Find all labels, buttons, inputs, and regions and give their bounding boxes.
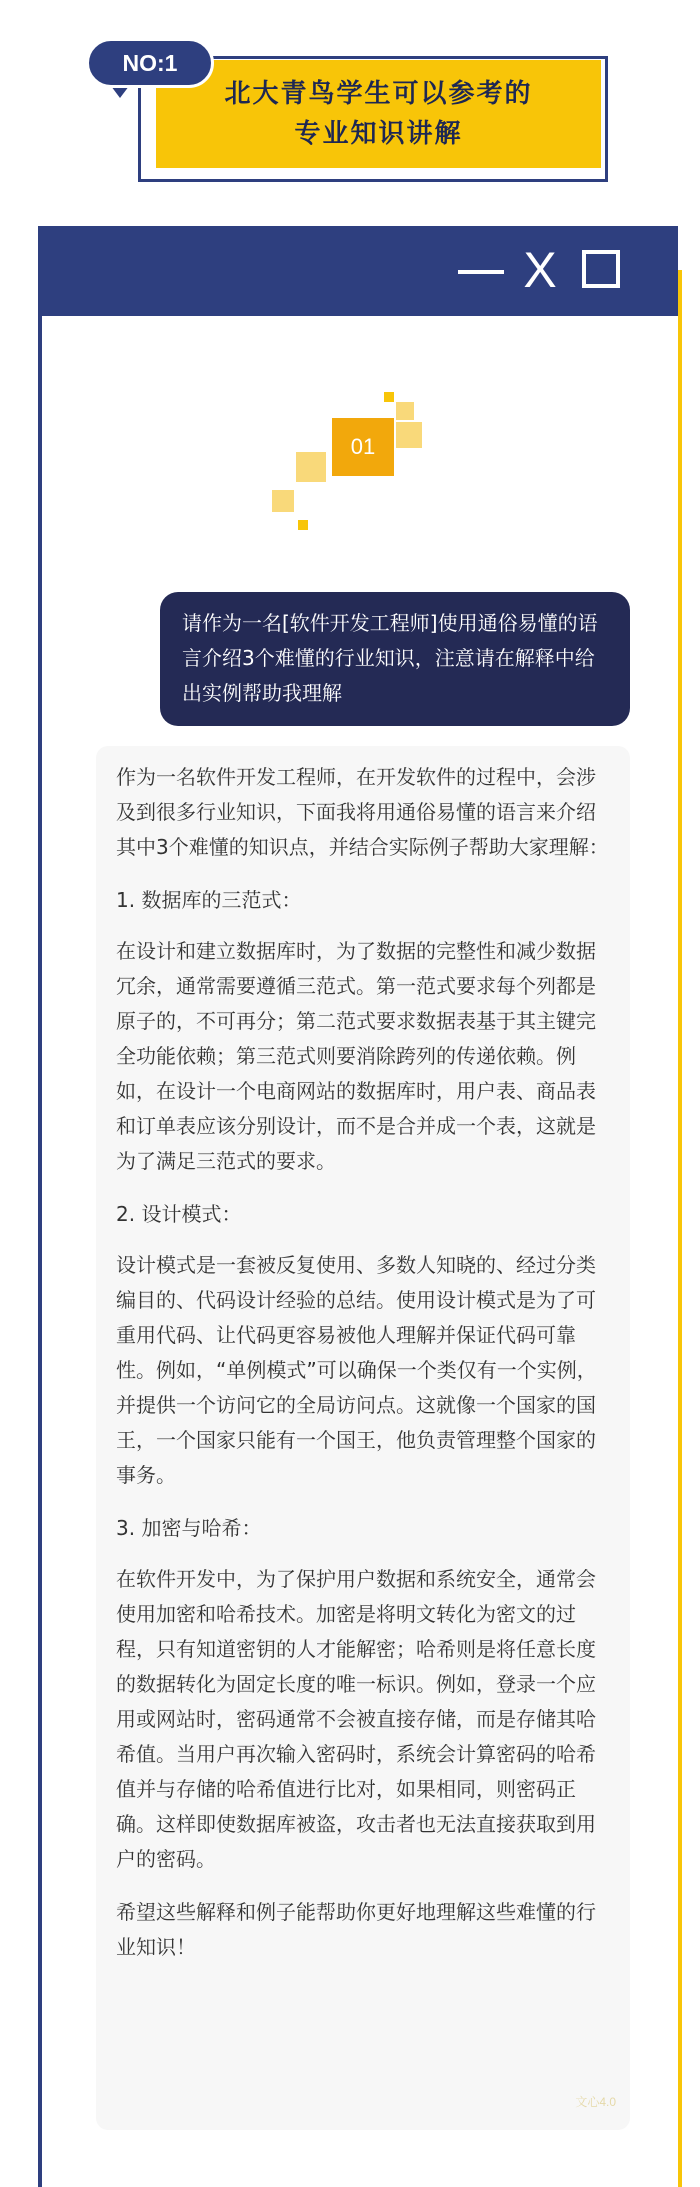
answer-section-body: 在设计和建立数据库时，为了数据的完整性和减少数据冗余，通常需要遵循三范式。第一范式要求每个列都是原子的，不可再分；第二范式要求数据表基于其主键完全功能依赖；第三范式则要消除跨列的传递依赖。例如，在设计一个电商网站的数据库时，用户表、商品表和订单表应该分别设计，而不是合并成一个表，这就是为了满足三范式的要求。	[116, 939, 596, 1173]
answer-outro: 希望这些解释和例子能帮助你更好地理解这些难懂的行业知识！	[116, 1900, 596, 1959]
section-number: 01	[332, 418, 394, 476]
decor-square	[298, 520, 308, 530]
number-badge: NO:1	[86, 38, 214, 88]
decor-square	[272, 490, 294, 512]
window-titlebar	[42, 226, 678, 316]
decor-square	[296, 452, 326, 482]
answer-intro: 作为一名软件开发工程师，在开发软件的过程中，会涉及到很多行业知识，下面我将用通俗易懂的语言来介绍其中3个难懂的知识点，并结合实际例子帮助大家理解：	[116, 765, 609, 859]
answer-section-heading: 1. 数据库的三范式：	[116, 888, 302, 912]
answer-section-body: 在软件开发中，为了保护用户数据和系统安全，通常会使用加密和哈希技术。加密是将明文转化为密文的过程，只有知道密钥的人才能解密；哈希则是将任意长度的数据转化为固定长度的唯一标识。例如，登录一个应用或网站时，密码通常不会被直接存储，而是存储其哈希值。当用户再次输入密码时，系统会计算密码的哈希值并与存储的哈希值进行比对，如果相同，则密码正确。这样即使数据库被盗，攻击者也无法直接获取到用户的密码。	[116, 1567, 596, 1871]
decor-square	[384, 392, 394, 402]
answer-section-heading: 3. 加密与哈希：	[116, 1516, 262, 1540]
minimize-icon[interactable]	[458, 270, 504, 274]
answer-section-body: 设计模式是一套被反复使用、多数人知晓的、经过分类编目的、代码设计经验的总结。使用设计模式是为了可重用代码、让代码更容易被他人理解并保证代码可靠性。例如，“单例模式”可以确保一个类仅有一个实例，并提供一个访问它的全局访问点。这就像一个国家的国王，一个国家只能有一个国王，他负责管理整个国家的事务。	[116, 1253, 597, 1487]
close-icon[interactable]: X	[523, 242, 557, 298]
ai-answer-card	[96, 746, 630, 2130]
header-title-line-1: 北大青鸟学生可以参考的	[224, 79, 533, 109]
maximize-icon[interactable]	[582, 250, 620, 288]
decor-square	[396, 422, 422, 448]
header-title-line-2: 专业知识讲解	[294, 119, 463, 149]
decor-square	[396, 402, 414, 420]
watermark: 文心4.0	[575, 2095, 616, 2109]
header-title-block	[156, 60, 601, 168]
user-prompt-text: 请作为一名[软件开发工程师]使用通俗易懂的语言介绍3个难懂的行业知识，注意请在解释中给出实例帮助我理解	[182, 611, 598, 705]
answer-section-heading: 2. 设计模式：	[116, 1202, 242, 1226]
user-prompt-bubble	[160, 592, 630, 726]
